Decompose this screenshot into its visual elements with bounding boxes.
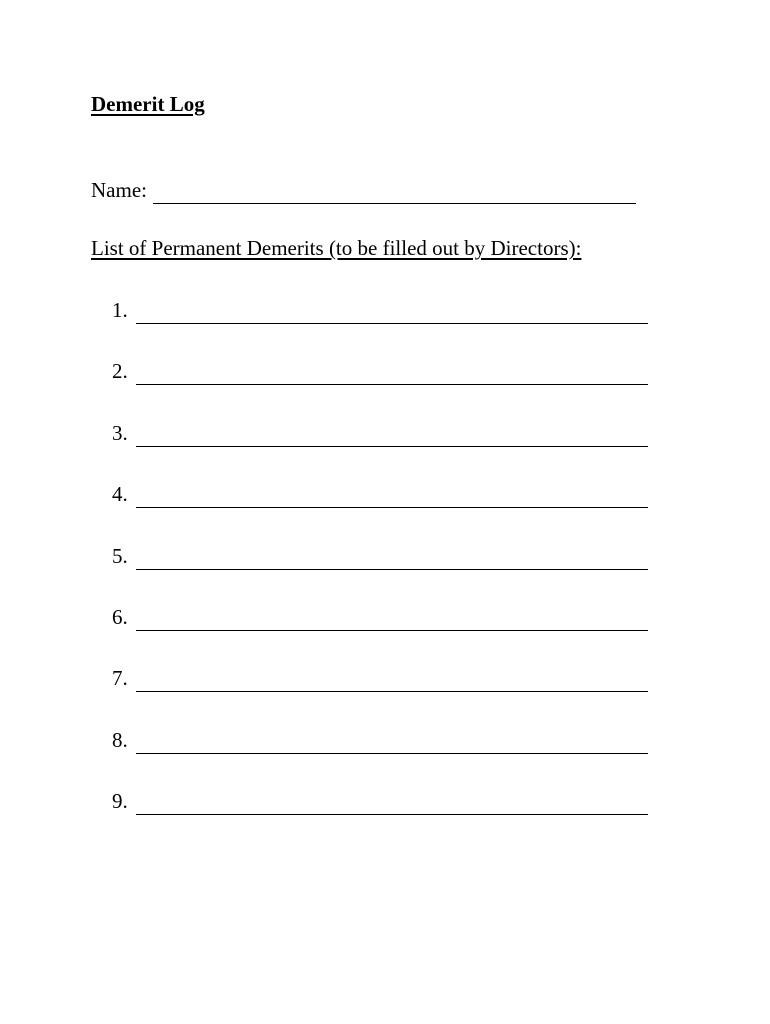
- list-item: [112, 357, 648, 385]
- item-number: 6.: [112, 604, 128, 629]
- list-item: [112, 542, 648, 570]
- item-number: 8.: [112, 727, 128, 752]
- demerit-entry-line[interactable]: [136, 362, 648, 385]
- item-number: 3.: [112, 420, 128, 445]
- demerit-entry-line[interactable]: [136, 669, 648, 692]
- list-item: [112, 787, 648, 815]
- demerit-entry-line[interactable]: [136, 731, 648, 754]
- item-number: 1.: [112, 298, 128, 322]
- demerit-entry-line[interactable]: [136, 485, 648, 508]
- item-number: 4.: [112, 482, 128, 507]
- document-title: Demerit Log: [91, 92, 205, 116]
- item-number: 5.: [112, 543, 128, 568]
- list-item: [112, 419, 648, 447]
- list-item: [112, 664, 648, 692]
- list-item: [112, 296, 648, 324]
- name-row: [91, 176, 636, 204]
- item-number: 9.: [112, 789, 128, 814]
- list-item: [112, 603, 648, 631]
- demerits-list: [112, 296, 648, 849]
- item-number: 2.: [112, 359, 128, 384]
- demerit-entry-line[interactable]: [136, 424, 648, 447]
- demerits-list-heading: List of Permanent Demerits (to be filled out by Directors):: [91, 236, 582, 260]
- name-label: Name:: [91, 178, 147, 202]
- list-item: [112, 726, 648, 754]
- item-number: 7.: [112, 666, 128, 691]
- demerit-entry-line[interactable]: [136, 547, 648, 570]
- demerit-entry-line[interactable]: [136, 301, 648, 324]
- demerit-entry-line[interactable]: [136, 792, 648, 815]
- list-item: [112, 480, 648, 508]
- demerit-entry-line[interactable]: [136, 608, 648, 631]
- name-field-line[interactable]: [153, 181, 636, 204]
